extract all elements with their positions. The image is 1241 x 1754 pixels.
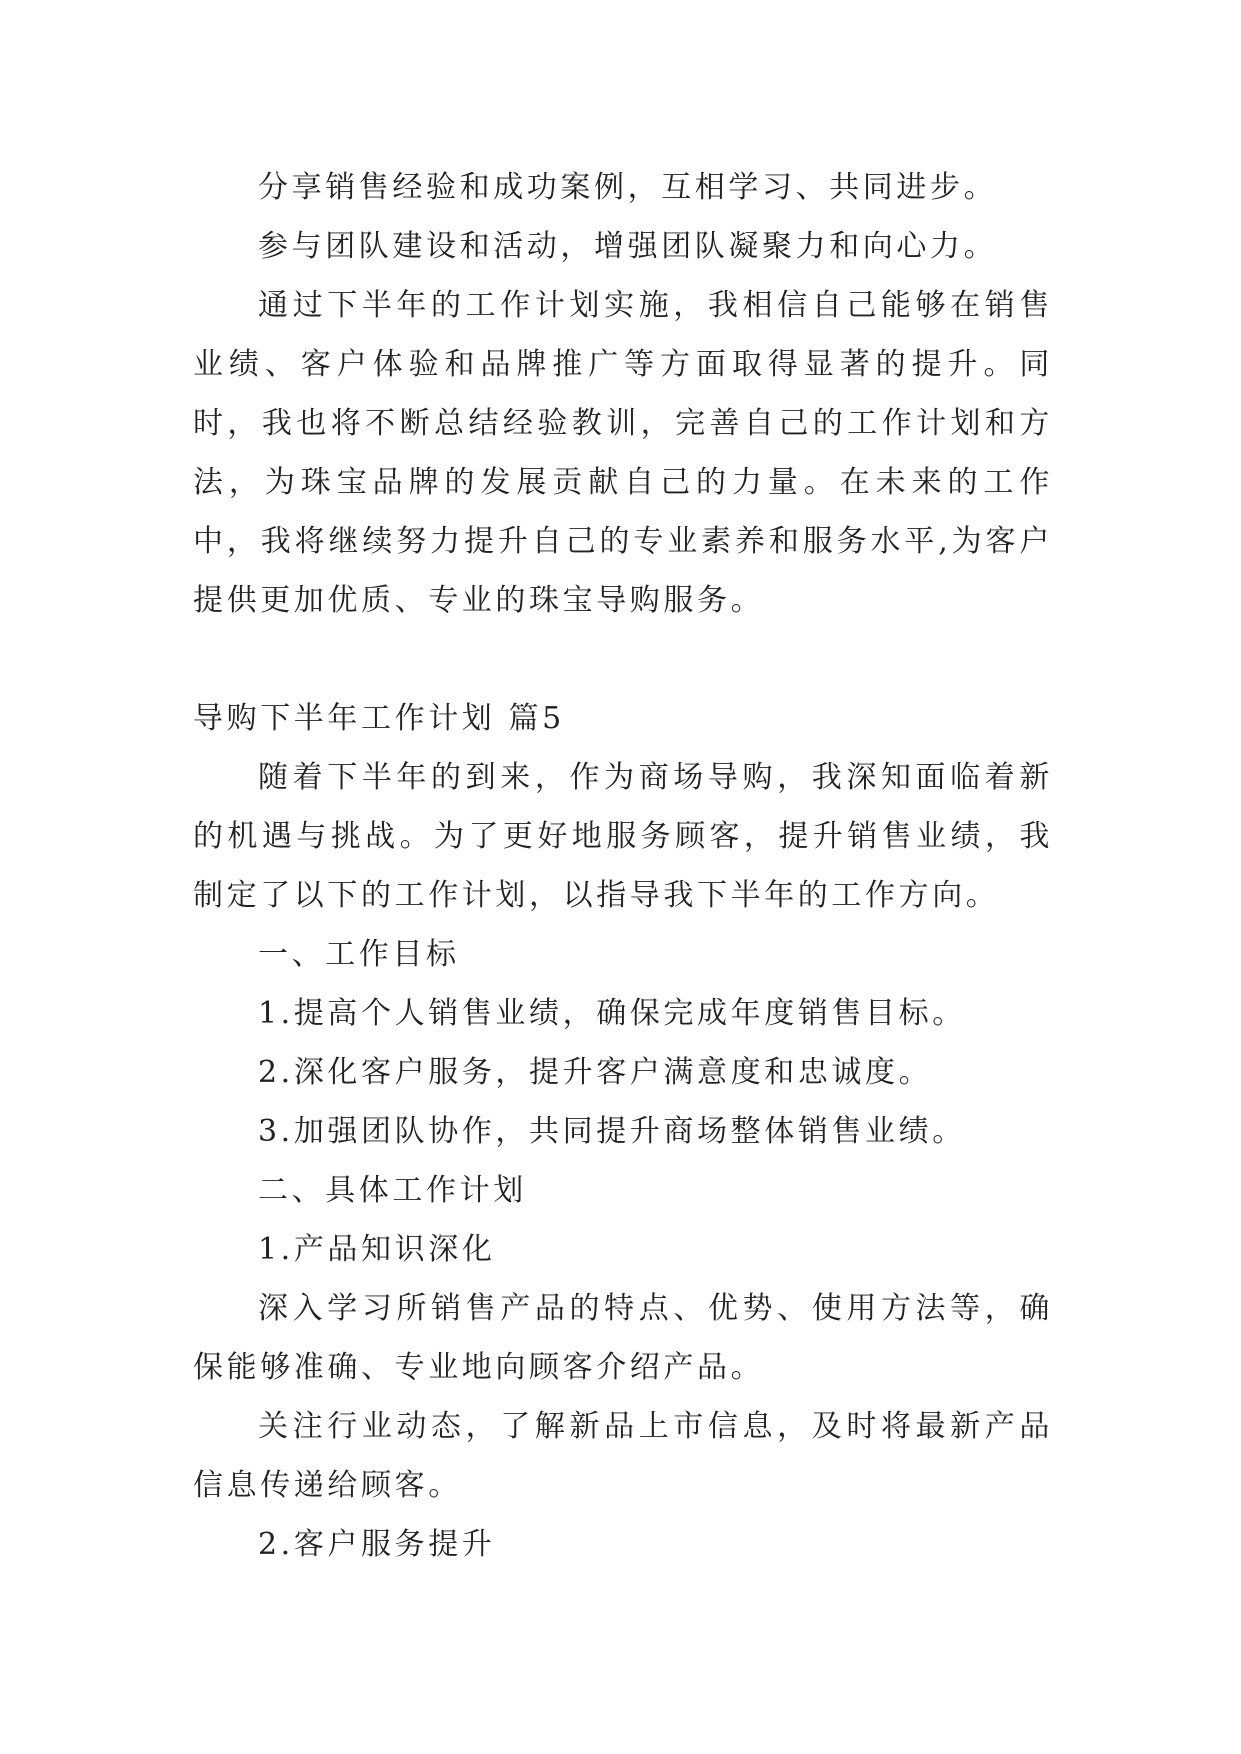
list-item: 2.深化客户服务，提升客户满意度和忠诚度。 (258, 1055, 933, 1090)
paragraph: 关注行业动态，了解新品上市信息，及时将最新产品信息传递给顾客。 (193, 1409, 1053, 1503)
subheading-goals: 一、工作目标 (258, 937, 460, 972)
list-item: 1.提高个人销售业绩，确保完成年度销售目标。 (258, 996, 966, 1031)
paragraph: 深入学习所销售产品的特点、优势、使用方法等，确保能够准确、专业地向顾客介绍产品。 (193, 1291, 1053, 1385)
paragraph: 参与团队建设和活动，增强团队凝聚力和向心力。 (258, 229, 998, 264)
list-item: 3.加强团队协作，共同提升商场整体销售业绩。 (258, 1114, 966, 1149)
paragraph: 通过下半年的工作计划实施，我相信自己能够在销售业绩、客户体验和品牌推广等方面取得显著的提升。同时，我也将不断总结经验教训，完善自己的工作计划和方法，为珠宝品牌的发展贡献自己的力量。在未来的工作中，我将继续努力提升自己的专业素养和服务水平,为客户提供更加优质、专业的珠宝导购服务。 (193, 288, 1053, 618)
list-item: 2.客户服务提升 (258, 1527, 496, 1562)
document-body (193, 158, 1053, 1574)
section-heading: 导购下半年工作计划 篇5 (193, 701, 565, 736)
list-item: 1.产品知识深化 (258, 1232, 496, 1267)
subheading-plan: 二、具体工作计划 (258, 1173, 527, 1208)
paragraph: 分享销售经验和成功案例，互相学习、共同进步。 (258, 170, 998, 205)
paragraph: 随着下半年的到来，作为商场导购，我深知面临着新的机遇与挑战。为了更好地服务顾客，提升销售业绩，我制定了以下的工作计划，以指导我下半年的工作方向。 (193, 760, 1053, 913)
